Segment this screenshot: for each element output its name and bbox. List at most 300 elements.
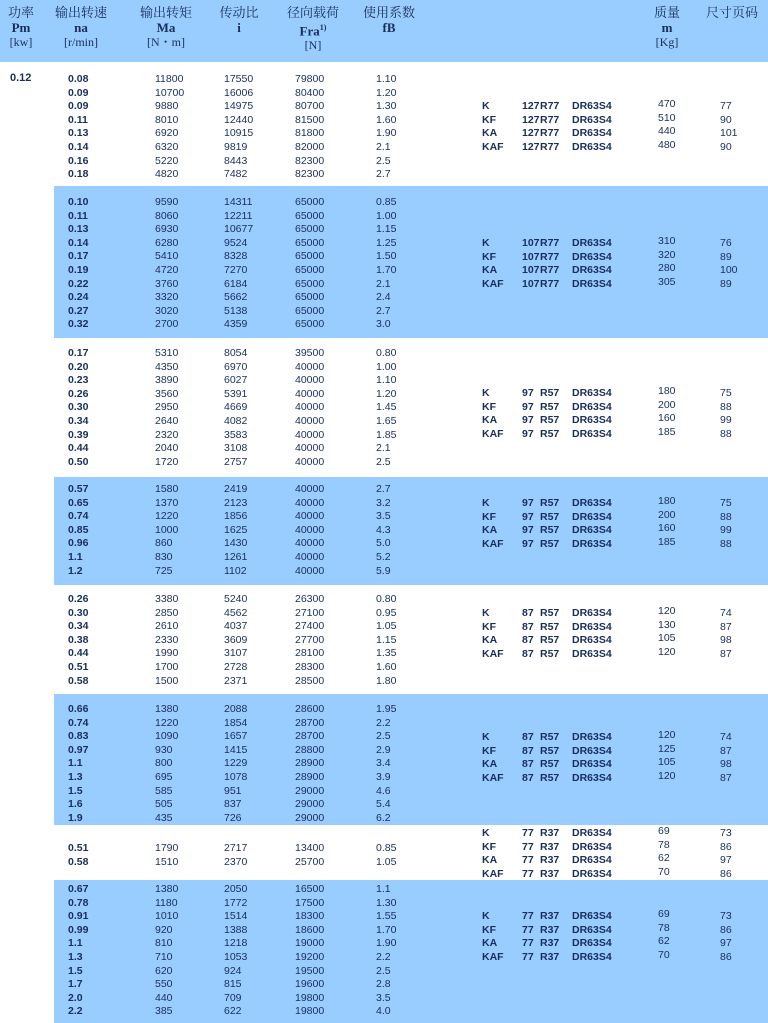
stage-size: R77 <box>540 277 560 290</box>
cell-out-torque: 1380 <box>155 883 179 895</box>
cell-out-speed: 0.32 <box>68 318 89 331</box>
cell-out-speed: 0.09 <box>68 100 89 113</box>
cell-out-torque: 800 <box>155 757 173 770</box>
data-group <box>54 585 768 694</box>
cell-out-torque: 2320 <box>155 428 179 441</box>
gear-size: 87 <box>522 607 534 619</box>
stage-size: R37 <box>540 827 560 839</box>
cell-ratio: 3609 <box>224 633 248 646</box>
page-ref-value: 73 <box>720 910 732 922</box>
cell-out-torque: 1010 <box>155 910 179 923</box>
cell-radial-load: 65000 <box>295 277 325 290</box>
cell-out-speed: 0.83 <box>68 730 89 743</box>
cell-service-factor: 2.5 <box>376 455 391 468</box>
cell-service-factor: 2.5 <box>376 730 391 743</box>
model-type: KF <box>482 510 496 523</box>
cell-out-speed: 1.2 <box>68 564 83 577</box>
page-ref-value: 77 <box>720 100 732 112</box>
cell-out-speed: 0.44 <box>68 442 89 455</box>
mass-value: 480 <box>658 138 676 151</box>
cell-out-torque: 550 <box>155 978 173 991</box>
motor-type: DR63S4 <box>572 387 612 399</box>
cell-out-torque: 2850 <box>155 606 179 619</box>
cell-out-torque: 1700 <box>155 661 179 673</box>
gear-size: 77 <box>522 840 534 853</box>
mass-value: 160 <box>658 522 676 535</box>
cell-out-speed: 0.11 <box>68 209 88 222</box>
mass-value: 320 <box>658 248 676 261</box>
cell-ratio: 9524 <box>224 236 248 249</box>
cell-radial-load: 40000 <box>295 510 325 523</box>
cell-out-torque: 1510 <box>155 855 179 868</box>
cell-out-torque: 2950 <box>155 401 179 414</box>
cell-ratio: 5138 <box>224 304 248 317</box>
mass-value: 125 <box>658 742 676 755</box>
gear-size: 107 <box>522 264 540 277</box>
gear-size: 97 <box>522 400 534 413</box>
cell-ratio: 14975 <box>224 100 254 113</box>
cell-out-speed: 0.57 <box>68 483 89 495</box>
cell-service-factor: 4.6 <box>376 784 391 797</box>
page-ref-value: 101 <box>720 127 738 140</box>
motor-type: DR63S4 <box>572 427 612 440</box>
cell-ratio: 1772 <box>224 896 248 909</box>
data-group <box>54 186 768 338</box>
cell-ratio: 1229 <box>224 757 248 770</box>
cell-radial-load: 28700 <box>295 730 325 743</box>
model-type: KF <box>482 744 496 757</box>
motor-type: DR63S4 <box>572 414 612 427</box>
stage-size: R37 <box>540 910 560 922</box>
model-type: K <box>482 387 490 399</box>
gear-size: 77 <box>522 854 534 867</box>
mass-value: 310 <box>658 235 676 247</box>
mass-value: 120 <box>658 605 676 617</box>
motor-type: DR63S4 <box>572 827 612 839</box>
page-ref-value: 89 <box>720 277 732 290</box>
cell-service-factor: 0.95 <box>376 606 397 619</box>
cell-ratio: 1415 <box>224 743 248 756</box>
cell-radial-load: 40000 <box>295 455 325 468</box>
cell-service-factor: 1.00 <box>376 209 397 222</box>
mass-value: 130 <box>658 618 676 631</box>
gear-size: 87 <box>522 771 534 784</box>
cell-out-torque: 1220 <box>155 510 179 523</box>
cell-ratio: 6027 <box>224 374 248 387</box>
model-type: KA <box>482 414 498 427</box>
cell-radial-load: 28900 <box>295 771 325 783</box>
cell-out-torque: 435 <box>155 811 173 824</box>
cell-out-speed: 0.10 <box>68 196 89 208</box>
cell-service-factor: 3.4 <box>376 757 391 770</box>
cell-out-torque: 505 <box>155 798 173 811</box>
model-type: KAF <box>482 140 504 153</box>
gear-size: 97 <box>522 427 534 440</box>
page-ref-value: 88 <box>720 510 732 523</box>
header-service-factor-symbol: fB <box>382 20 396 35</box>
cell-service-factor: 2.1 <box>376 277 391 290</box>
header-out-torque-symbol: Ma <box>156 20 176 35</box>
page-ref-value: 87 <box>720 647 732 660</box>
cell-ratio: 815 <box>224 978 242 991</box>
cell-out-torque: 930 <box>155 743 173 756</box>
cell-out-speed: 2.0 <box>68 991 83 1004</box>
page-ref-value: 86 <box>720 950 732 963</box>
cell-ratio: 622 <box>224 1005 242 1018</box>
mass-value: 510 <box>658 111 676 124</box>
cell-out-torque: 6920 <box>155 127 179 140</box>
model-type: KAF <box>482 647 504 660</box>
cell-radial-load: 40000 <box>295 523 325 536</box>
cell-radial-load: 40000 <box>295 387 325 400</box>
motor-type: DR63S4 <box>572 127 612 140</box>
cell-service-factor: 2.4 <box>376 291 391 304</box>
stage-size: R37 <box>540 840 560 853</box>
model-type: KF <box>482 923 496 936</box>
data-group <box>54 880 768 1023</box>
cell-radial-load: 27100 <box>295 606 325 619</box>
cell-ratio: 9819 <box>224 141 248 153</box>
page-ref-value: 87 <box>720 771 732 784</box>
cell-ratio: 3108 <box>224 442 248 455</box>
cell-radial-load: 79800 <box>295 73 325 85</box>
model-type: KAF <box>482 867 504 880</box>
cell-radial-load: 13400 <box>295 842 325 854</box>
cell-service-factor: 1.15 <box>376 633 397 646</box>
stage-size: R57 <box>540 731 560 743</box>
mass-value: 120 <box>658 645 676 658</box>
cell-out-speed: 0.99 <box>68 923 89 936</box>
cell-radial-load: 40000 <box>295 360 325 373</box>
cell-out-torque: 1180 <box>155 896 178 909</box>
page-ref-value: 76 <box>720 237 732 249</box>
header-ratio-title: 传动比 <box>219 5 259 20</box>
cell-service-factor: 1.55 <box>376 910 397 923</box>
header-out-torque <box>136 5 196 50</box>
gear-size: 87 <box>522 744 534 757</box>
motor-type: DR63S4 <box>572 620 612 633</box>
stage-size: R57 <box>540 524 560 537</box>
cell-ratio: 2757 <box>224 455 248 468</box>
cell-out-speed: 1.6 <box>68 798 83 811</box>
header-mass-title: 质量 <box>653 5 680 20</box>
gear-size: 77 <box>522 950 534 963</box>
cell-out-torque: 385 <box>155 1005 173 1018</box>
cell-service-factor: 1.20 <box>376 86 397 99</box>
cell-out-torque: 2610 <box>155 620 179 633</box>
stage-size: R37 <box>540 867 560 880</box>
cell-service-factor: 3.9 <box>376 771 391 783</box>
page-ref-value: 88 <box>720 537 732 550</box>
cell-radial-load: 28500 <box>295 674 325 687</box>
cell-out-speed: 0.17 <box>68 347 89 359</box>
cell-ratio: 2419 <box>224 483 248 495</box>
mass-value: 70 <box>658 948 670 961</box>
cell-out-torque: 1990 <box>155 647 179 660</box>
cell-ratio: 4037 <box>224 620 248 633</box>
model-type: KA <box>482 127 498 140</box>
cell-radial-load: 40000 <box>295 415 325 427</box>
cell-ratio: 4359 <box>224 318 248 331</box>
cell-radial-load: 40000 <box>295 428 325 441</box>
cell-service-factor: 1.50 <box>376 250 397 263</box>
page-ref-value: 90 <box>720 113 732 126</box>
cell-radial-load: 80700 <box>295 100 325 113</box>
model-type: KAF <box>482 771 504 784</box>
cell-service-factor: 2.7 <box>376 304 391 317</box>
motor-type: DR63S4 <box>572 950 612 963</box>
gear-size: 87 <box>522 620 534 633</box>
mass-value: 305 <box>658 275 676 288</box>
stage-size: R77 <box>540 140 560 153</box>
cell-service-factor: 5.9 <box>376 564 391 577</box>
cell-service-factor: 1.35 <box>376 647 397 660</box>
mass-value: 200 <box>658 398 676 411</box>
motor-type: DR63S4 <box>572 113 612 126</box>
motor-type: DR63S4 <box>572 250 612 263</box>
mass-value: 78 <box>658 838 670 851</box>
header-radial-load <box>280 5 346 53</box>
stage-size: R37 <box>540 937 560 950</box>
cell-radial-load: 65000 <box>295 318 325 331</box>
data-group <box>54 477 768 585</box>
cell-out-torque: 810 <box>155 937 173 950</box>
cell-out-torque: 11800 <box>155 73 184 85</box>
cell-ratio: 2050 <box>224 883 248 895</box>
cell-out-speed: 0.44 <box>68 647 89 660</box>
cell-service-factor: 6.2 <box>376 811 391 824</box>
cell-ratio: 924 <box>224 964 242 977</box>
cell-radial-load: 40000 <box>295 483 325 495</box>
cell-out-speed: 0.30 <box>68 401 89 414</box>
cell-out-torque: 5410 <box>155 250 179 263</box>
stage-size: R57 <box>540 647 560 660</box>
cell-out-speed: 0.16 <box>68 154 89 167</box>
cell-radial-load: 28600 <box>295 703 325 715</box>
cell-service-factor: 1.10 <box>376 73 397 85</box>
cell-radial-load: 27700 <box>295 633 325 646</box>
mass-value: 180 <box>658 495 676 507</box>
header-power <box>3 5 39 50</box>
stage-size: R37 <box>540 854 560 867</box>
cell-service-factor: 5.4 <box>376 798 391 811</box>
stage-size: R77 <box>540 113 560 126</box>
cell-radial-load: 26300 <box>295 593 325 605</box>
cell-out-torque: 1380 <box>155 703 179 715</box>
stage-size: R77 <box>540 250 560 263</box>
cell-radial-load: 82000 <box>295 141 325 153</box>
cell-ratio: 4669 <box>224 401 248 414</box>
cell-ratio: 2717 <box>224 842 248 854</box>
page-ref-value: 87 <box>720 744 732 757</box>
cell-ratio: 5240 <box>224 593 248 605</box>
model-type: KF <box>482 400 496 413</box>
motor-type: DR63S4 <box>572 771 612 784</box>
model-type: KA <box>482 524 498 537</box>
cell-out-torque: 1370 <box>155 496 179 509</box>
cell-out-torque: 2700 <box>155 318 179 331</box>
page-ref-value: 86 <box>720 840 732 853</box>
cell-ratio: 2123 <box>224 496 248 509</box>
cell-ratio: 10915 <box>224 127 254 140</box>
cell-ratio: 10677 <box>224 223 254 236</box>
cell-radial-load: 28900 <box>295 757 325 770</box>
page-ref-value: 99 <box>720 524 732 537</box>
cell-radial-load: 19500 <box>295 964 325 977</box>
cell-radial-load: 81800 <box>295 127 325 140</box>
mass-value: 185 <box>658 535 676 548</box>
data-group <box>54 825 768 880</box>
cell-out-speed: 0.91 <box>68 910 89 923</box>
cell-radial-load: 65000 <box>295 264 325 276</box>
cell-out-torque: 3380 <box>155 593 179 605</box>
cell-radial-load: 81500 <box>295 113 325 126</box>
data-group <box>54 338 768 477</box>
header-out-speed <box>52 5 110 50</box>
cell-service-factor: 0.80 <box>376 593 397 605</box>
motor-type: DR63S4 <box>572 264 612 277</box>
cell-out-torque: 4350 <box>155 360 179 373</box>
cell-out-torque: 3890 <box>155 374 179 387</box>
cell-radial-load: 40000 <box>295 564 325 577</box>
gear-size: 97 <box>522 537 534 550</box>
motor-type: DR63S4 <box>572 510 612 523</box>
cell-out-speed: 0.39 <box>68 428 89 441</box>
cell-ratio: 1218 <box>224 937 248 950</box>
cell-out-speed: 0.34 <box>68 620 89 633</box>
cell-radial-load: 82300 <box>295 168 325 181</box>
cell-out-speed: 0.23 <box>68 374 89 387</box>
cell-out-torque: 6320 <box>155 141 179 153</box>
motor-type: DR63S4 <box>572 937 612 950</box>
cell-radial-load: 65000 <box>295 223 325 236</box>
cell-out-speed: 1.3 <box>68 951 83 963</box>
cell-service-factor: 5.0 <box>376 537 391 550</box>
cell-service-factor: 1.80 <box>376 674 397 687</box>
cell-ratio: 4082 <box>224 415 248 427</box>
model-type: K <box>482 497 490 509</box>
cell-ratio: 3583 <box>224 428 248 441</box>
gear-size: 77 <box>522 937 534 950</box>
cell-service-factor: 0.85 <box>376 842 397 854</box>
stage-size: R57 <box>540 537 560 550</box>
cell-out-speed: 0.96 <box>68 537 89 550</box>
model-type: K <box>482 910 490 922</box>
power-value: 0.12 <box>10 72 32 84</box>
cell-out-torque: 2040 <box>155 442 179 455</box>
cell-radial-load: 80400 <box>295 86 325 99</box>
cell-radial-load: 25700 <box>295 855 325 868</box>
cell-service-factor: 0.80 <box>376 347 397 359</box>
cell-service-factor: 2.1 <box>376 141 391 153</box>
data-group <box>54 694 768 825</box>
cell-radial-load: 29000 <box>295 798 325 811</box>
cell-radial-load: 29000 <box>295 811 325 824</box>
cell-radial-load: 65000 <box>295 291 325 304</box>
cell-out-speed: 0.51 <box>68 842 89 854</box>
mass-value: 280 <box>658 262 676 275</box>
cell-radial-load: 19800 <box>295 1005 325 1018</box>
cell-radial-load: 82300 <box>295 154 325 167</box>
stage-size: R57 <box>540 620 560 633</box>
cell-ratio: 1102 <box>224 564 247 577</box>
cell-service-factor: 1.05 <box>376 855 397 868</box>
cell-out-speed: 0.65 <box>68 496 89 509</box>
stage-size: R37 <box>540 950 560 963</box>
cell-radial-load: 18600 <box>295 923 325 936</box>
page-ref-value: 90 <box>720 140 732 153</box>
page-ref-value: 98 <box>720 634 732 647</box>
cell-ratio: 6970 <box>224 360 248 373</box>
cell-out-torque: 1000 <box>155 523 179 536</box>
model-type: K <box>482 237 490 249</box>
cell-service-factor: 2.2 <box>376 716 391 729</box>
stage-size: R57 <box>540 497 560 509</box>
cell-service-factor: 1.60 <box>376 113 397 126</box>
mass-value: 120 <box>658 769 676 782</box>
header-page-ref <box>700 5 764 20</box>
model-type: K <box>482 731 490 743</box>
cell-out-speed: 0.13 <box>68 127 89 140</box>
gear-size: 97 <box>522 387 534 399</box>
cell-out-speed: 1.1 <box>68 757 83 770</box>
cell-ratio: 2370 <box>224 855 248 868</box>
cell-service-factor: 2.7 <box>376 168 391 181</box>
cell-out-speed: 1.5 <box>68 964 83 977</box>
cell-radial-load: 65000 <box>295 304 325 317</box>
stage-size: R77 <box>540 264 560 277</box>
gear-size: 127 <box>522 113 540 126</box>
model-type: KF <box>482 250 496 263</box>
cell-radial-load: 19200 <box>295 951 325 963</box>
cell-ratio: 709 <box>224 991 242 1004</box>
cell-out-speed: 0.19 <box>68 264 89 276</box>
header-out-torque-title: 输出转矩 <box>139 5 192 20</box>
cell-out-torque: 440 <box>155 991 173 1004</box>
stage-size: R37 <box>540 923 560 936</box>
model-type: K <box>482 100 490 112</box>
cell-radial-load: 19000 <box>295 937 325 950</box>
cell-ratio: 2088 <box>224 703 248 715</box>
motor-type: DR63S4 <box>572 277 612 290</box>
cell-service-factor: 1.20 <box>376 387 397 400</box>
cell-ratio: 1854 <box>224 716 248 729</box>
header-mass-unit: [Kg] <box>655 35 679 49</box>
cell-out-torque: 9590 <box>155 196 179 208</box>
model-type: KAF <box>482 950 504 963</box>
cell-out-speed: 0.20 <box>68 360 89 373</box>
model-type: K <box>482 607 490 619</box>
gear-size: 77 <box>522 867 534 880</box>
cell-out-speed: 0.74 <box>68 510 89 523</box>
cell-out-torque: 1580 <box>155 483 179 495</box>
gear-size: 97 <box>522 510 534 523</box>
model-type: KF <box>482 620 496 633</box>
cell-out-torque: 695 <box>155 771 173 783</box>
motor-type: DR63S4 <box>572 731 612 743</box>
cell-service-factor: 1.65 <box>376 415 397 427</box>
page-ref-value: 74 <box>720 607 732 619</box>
cell-out-torque: 5310 <box>155 347 179 359</box>
cell-out-torque: 830 <box>155 551 173 563</box>
stage-size: R57 <box>540 427 560 440</box>
cell-ratio: 3107 <box>224 647 248 660</box>
cell-service-factor: 1.00 <box>376 360 397 373</box>
stage-size: R57 <box>540 634 560 647</box>
cell-out-speed: 0.08 <box>68 73 89 85</box>
cell-radial-load: 65000 <box>295 209 325 222</box>
gear-size: 87 <box>522 647 534 660</box>
